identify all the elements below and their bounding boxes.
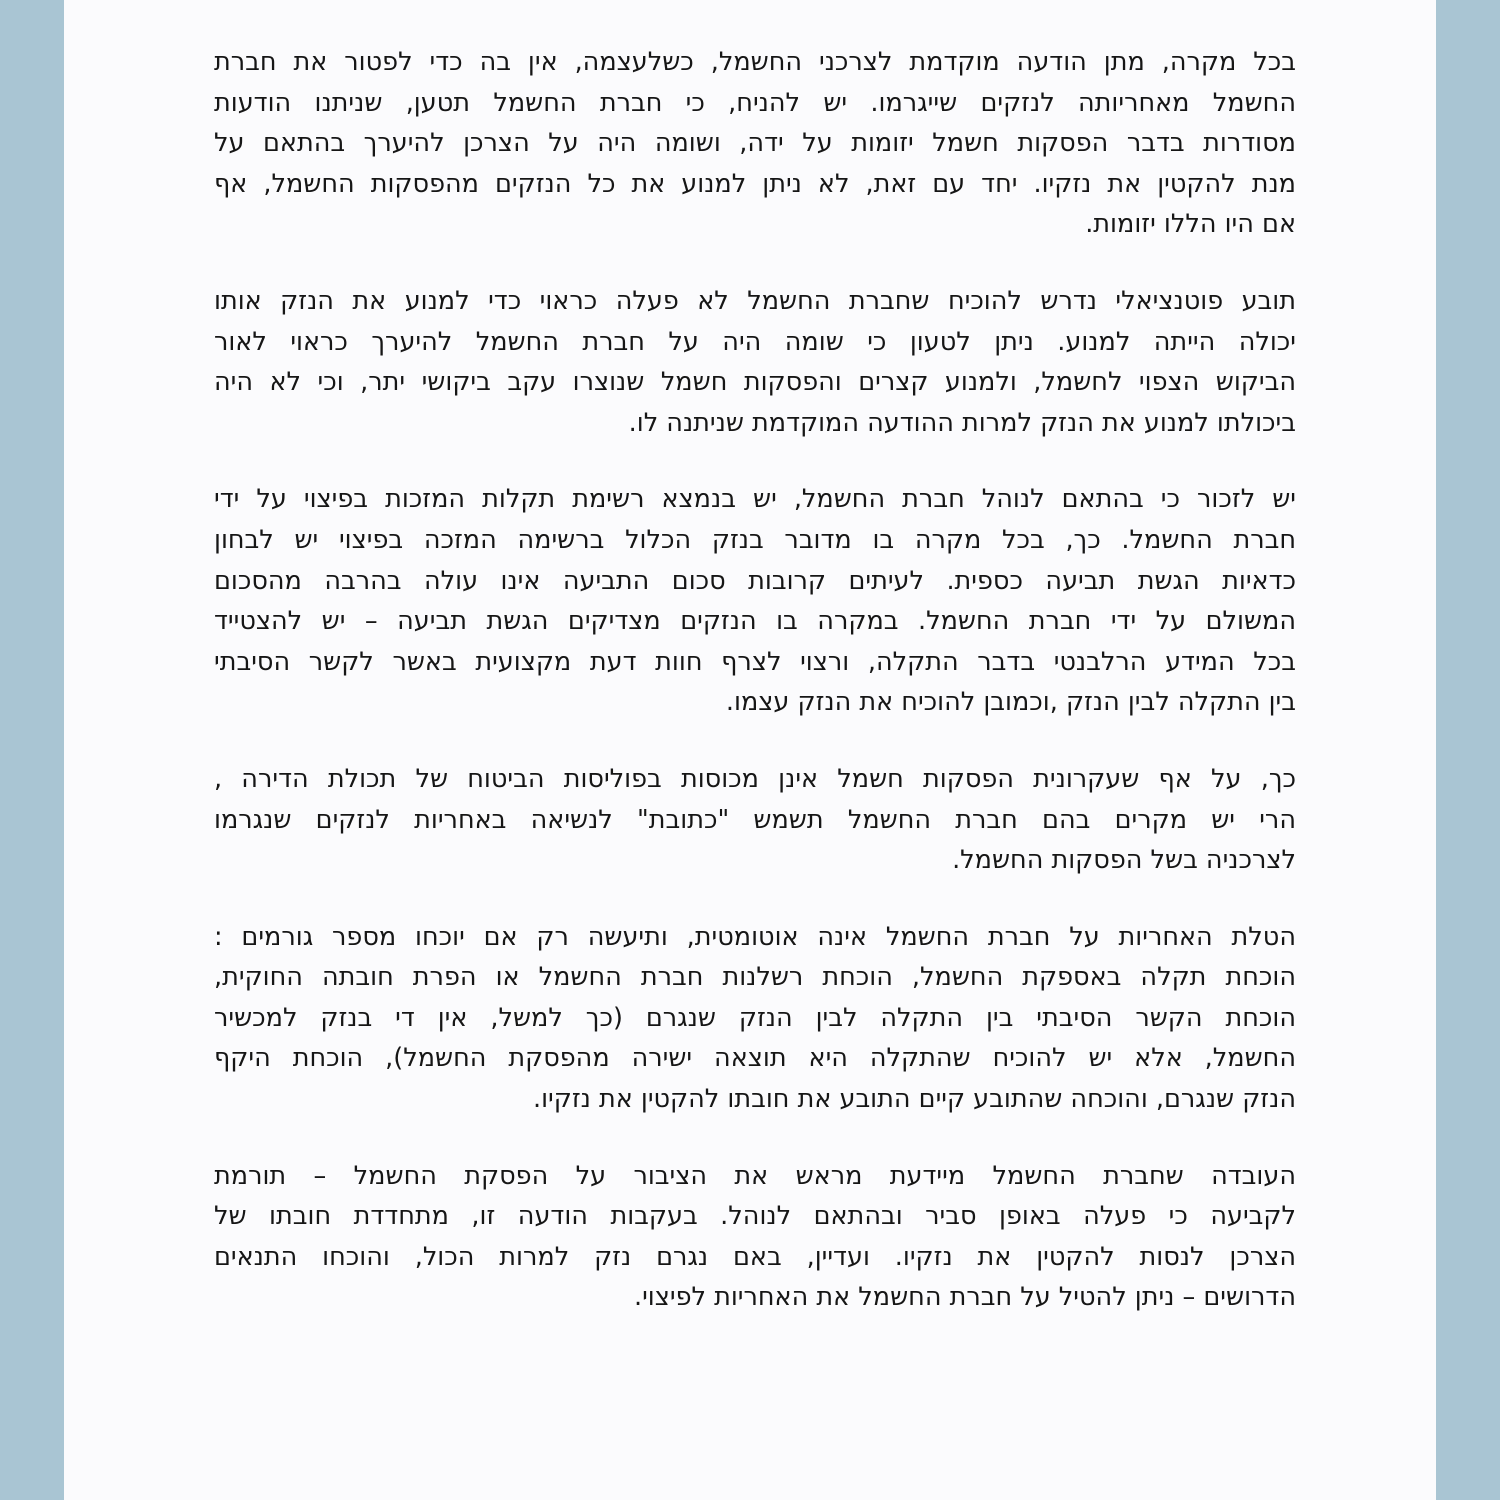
document-page [64,0,1436,1500]
text-line: יכולה הייתה למנוע. ניתן לטעון כי שומה היה על חברת החשמל להיערך כראוי לאור [214,326,1296,357]
text-line: מנת להקטין את נזקיו. יחד עם זאת, לא ניתן למנוע את כל הנזקים מהפסקות החשמל, אף [214,168,1296,199]
text-line: חברת החשמל. כך, בכל מקרה בו מדובר בנזק הכלול ברשימה המזכה בפיצוי יש לבחון [214,524,1296,555]
text-line: בכל מקרה, מתן הודעה מוקדמת לצרכני החשמל, כשלעצמה, אין בה כדי לפטור את חברת [214,47,1296,77]
text-line: בין התקלה לבין הנזק ,וכמובן להוכיח את הנזק עצמו. [725,687,1296,718]
paragraph-2 [214,281,1296,443]
text-line: הוכחת תקלה באספקת החשמל, הוכחת רשלנות חברת החשמל או הפרת חובתה החוקית, [214,962,1296,993]
text-line: ביכולתו למנוע את הנזק למרות ההודעה המוקדמת שניתנה לו. [628,407,1296,438]
text-line: החשמל, אלא יש להוכיח שהתקלה היא תוצאה ישירה מהפסקת החשמל), הוכחת היקף [214,1043,1296,1074]
text-line: כך, על אף שעקרונית הפסקות חשמל אינן מכוסות בפוליסות הביטוח של תכולת הדירה , [214,763,1296,794]
text-line: לצרכניה בשל הפסקות החשמל. [952,845,1296,876]
text-line: יש לזכור כי בהתאם לנוהל חברת החשמל, יש בנמצא רשימת תקלות המזכות בפיצוי על ידי [214,484,1296,515]
text-line: הוכחת הקשר הסיבתי בין התקלה לבין הנזק שנגרם (כך למשל, אין די בנזק למכשיר [214,1002,1296,1033]
text-line: הנזק שנגרם, והוכחה שהתובע קיים התובע את חובתו להקטין את נזקיו. [532,1084,1296,1115]
text-line: החשמל מאחריותה לנזקים שייגרמו. יש להניח, כי חברת החשמל תטען, שניתנו הודעות [214,87,1296,118]
paragraph-6 [214,1156,1296,1318]
text-line: הצרכן לנסות להקטין את נזקיו. ועדיין, באם נגרם נזק למרות הכול, והוכחו התנאים [214,1241,1296,1272]
text-line: הרי יש מקרים בהם חברת החשמל תשמש "כתובת" לנשיאה באחריות לנזקים שנגרמו [214,804,1296,835]
text-line: אם היו הללו יזומות. [1085,209,1296,240]
text-line: העובדה שחברת החשמל מיידעת מראש את הציבור על הפסקת החשמל – תורמת [214,1160,1296,1191]
text-line: כדאיות הגשת תביעה כספית. לעיתים קרובות סכום התביעה אינו עולה בהרבה מהסכום [214,565,1296,596]
text-line: המשולם על ידי חברת החשמל. במקרה בו הנזקים מצדיקים הגשת תביעה – יש להצטייד [214,606,1296,637]
text-line: מסודרות בדבר הפסקות חשמל יזומות על ידה, ושומה היה על הצרכן להיערך בהתאם על [214,128,1296,159]
paragraph-4 [214,759,1296,881]
paragraph-3 [214,479,1296,723]
text-line: הטלת האחריות על חברת החשמל אינה אוטומטית, ותיעשה רק אם יוכחו מספר גורמים : [214,921,1296,952]
text-line: בכל המידע הרלבנטי בדבר התקלה, ורצוי לצרף חוות דעת מקצועית באשר לקשר הסיבתי [214,646,1296,677]
paragraph-5 [214,917,1296,1120]
text-line: הדרושים – ניתן להטיל על חברת החשמל את האחריות לפיצוי. [633,1282,1296,1313]
text-line: הביקוש הצפוי לחשמל, ולמנוע קצרים והפסקות חשמל שנוצרו עקב ביקושי יתר, וכי לא היה [214,367,1296,398]
paragraph-1 [214,42,1296,245]
text-line: לקביעה כי פעלה באופן סביר ובהתאם לנוהל. בעקבות הודעה זו, מתחדדת חובתו של [214,1201,1296,1232]
text-line: תובע פוטנציאלי נדרש להוכיח שחברת החשמל לא פעלה כראוי כדי למנוע את הנזק אותו [214,285,1296,316]
